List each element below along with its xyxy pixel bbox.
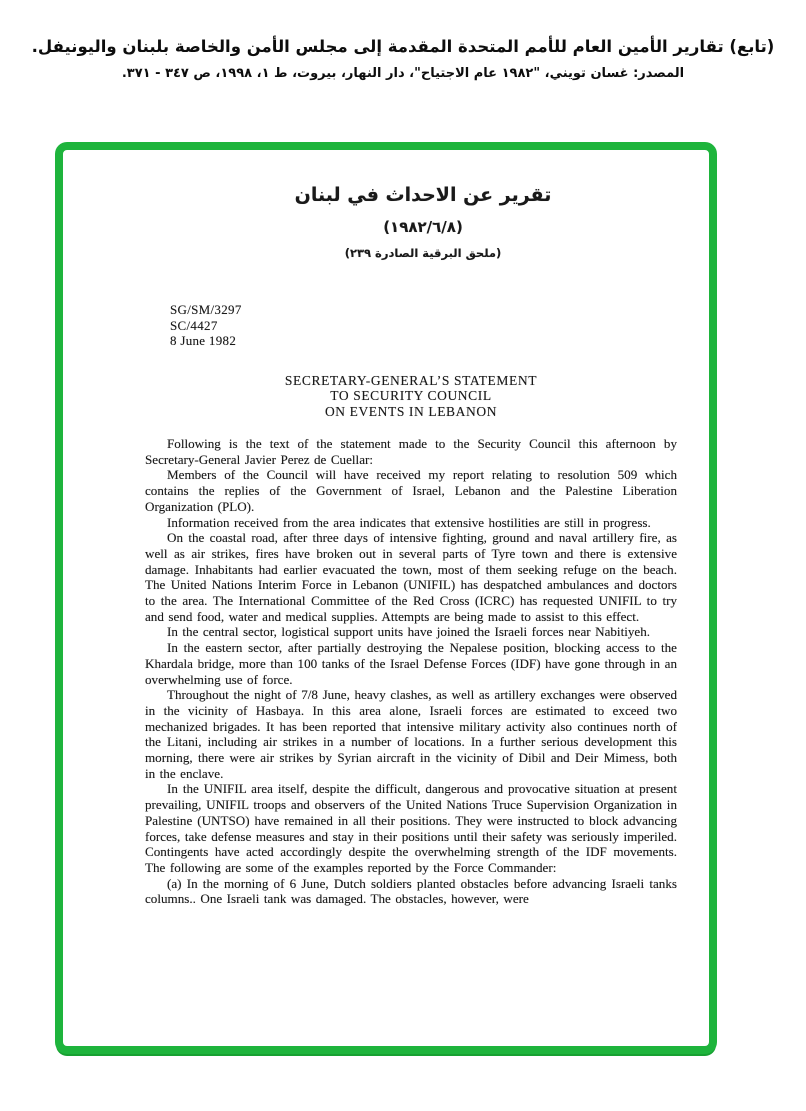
statement-heading-line2: TO SECURITY COUNCIL [330,388,492,403]
statement-heading-line3: ON EVENTS IN LEBANON [324,403,498,419]
reference-symbol-sgsm: SG/SM/3297 [170,302,242,317]
body-paragraph: Throughout the night of 7/8 June, heavy clashes, as well as artillery exchanges were observed in the vicinity of Hasbaya. In this area alone, Israeli forces are estimated to exceed two mechanized brigades. It has been reported that intensive military activity also continues north of the Litani, including air strikes in a number of locations. In a further serious development this morning, there were air strikes by Syrian aircraft in the vicinity of Dibil and Deir Mimess, both in the enclave. [145,687,677,781]
statement-body [145,436,677,907]
document-date-value: (١٩٨٢/٦/٨) [383,218,463,236]
statement-heading-line1: SECRETARY-GENERAL’S STATEMENT [284,372,538,388]
scanned-document [145,150,677,907]
body-paragraph: In the UNIFIL area itself, despite the difficult, dangerous and provocative situation at present prevailing, UNIFIL troops and observers of the United Nations Truce Supervision Organization in Palestine (UNTSO) have remained in all their positions. They were instructed to block advancing forces, take defense measures and stay in their positions until their safety was seriously imperiled. Contingents have acted accordingly despite the overwhelming strength of the IDF movements. The following are some of the examples reported by the Force Commander: [145,781,677,875]
source-note-title: (تابع) تقارير الأمين العام للأمم المتحدة المقدمة إلى مجلس الأمن والخاصة بلبنان واليونيفل. [31,37,775,56]
document-green-frame [55,142,717,1054]
document-title-arabic: تقرير عن الاحداث في لبنان [294,184,552,206]
body-paragraph: Following is the text of the statement made to the Security Council this afternoon by Secretary-General Javier Perez de Cuellar: [145,436,677,467]
body-paragraph: In the central sector, logistical support units have joined the Israeli forces near Nabitiyeh. [167,624,651,640]
body-paragraph: On the coastal road, after three days of intensive fighting, ground and naval artillery fire, as well as air strikes, fires have broken out in several parts of Tyre town and there is extensive damage. Inhabitants had earlier evacuated the town, most of them seeking refuge on the beach. The United Nations Interim Force in Lebanon (UNIFIL) has despatched ambulances and doctors to the area. The International Committee of the Red Cross (ICRC) has requested UNIFIL to try and send food, water and medical supplies. Attempts are being made to assist to this effect. [145,530,677,624]
body-paragraph: Members of the Council will have received my report relating to resolution 509 which contains the replies of the Government of Israel, Lebanon and the Palestine Liberation Organization (PLO). [145,467,677,514]
document-annex-note: (ملحق البرقية الصادرة ٢٣٩) [344,246,502,260]
statement-heading [145,373,677,420]
arabic-source-note [0,36,806,83]
body-paragraph: In the eastern sector, after partially destroying the Nepalese position, blocking access to the Khardala bridge, more than 100 tanks of the Israel Defense Forces (IDF) have gone through in an overwhelming use of force. [145,640,677,687]
document-date-arabic [157,218,689,237]
document-date-english: 8 June 1982 [170,333,237,348]
reference-symbols [170,302,677,349]
reference-symbol-sc: SC/4427 [170,317,218,333]
body-paragraph: Information received from the area indicates that extensive hostilities are still in progress. [167,514,651,530]
body-paragraph: (a) In the morning of 6 June, Dutch soldiers planted obstacles before advancing Israeli tanks columns.. One Israeli tank was damaged. The obstacles, however, were [145,875,677,907]
source-note-citation: المصدر: غسان تويني، "١٩٨٢ عام الاجتياح"، دار النهار، بيروت، ط ١، ١٩٩٨، ص ٣٤٧ - ٣٧١. [121,66,685,81]
